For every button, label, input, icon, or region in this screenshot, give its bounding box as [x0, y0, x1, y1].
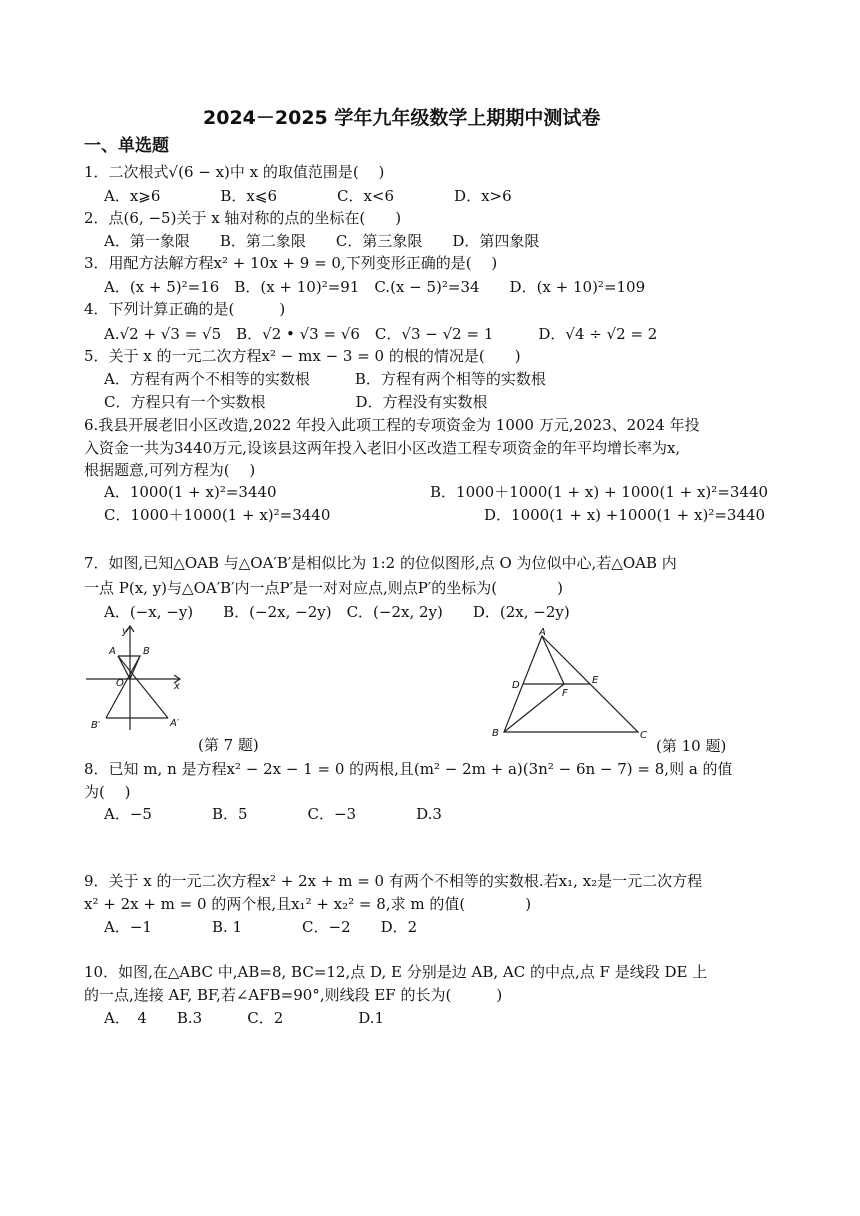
q6-option-c: C．1000＋1000(1 + x)²=3440 [104, 506, 331, 524]
section-heading: 一、单选题 [84, 136, 169, 156]
question-10-line-1: 10．如图,在△ABC 中,AB=8, BC=12,点 D, E 分别是边 AB, AC 的中点,点 F 是线段 DE 上 [84, 963, 708, 981]
fig7-label-o: O [116, 678, 124, 689]
question-7-line-1: 7．如图,已知△OAB 与△OA′B′是相似比为 1:2 的位似图形,点 O 为位似中心,若△OAB 内 [84, 554, 677, 572]
figure-10-diagram [486, 628, 656, 746]
fig10-label-a: A [539, 628, 546, 638]
question-6-line-3: 根据题意,可列方程为( ) [84, 461, 256, 479]
q5-options-cd: C．方程只有一个实数根 D．方程没有实数根 [104, 393, 488, 411]
q3-options: A．(x + 5)²=16 B．(x + 10)²=91 C.(x − 5)²=34 D．(x + 10)²=109 [104, 278, 646, 296]
question-6-line-2: 入资金一共为3440万元,设该县这两年投入老旧小区改造工程专项资金的年平均增长率为x, [84, 439, 681, 457]
fig7-label-a-prime: A′ [170, 718, 180, 729]
question-3: 3．用配方法解方程x² + 10x + 9 = 0,下列变形正确的是( ) [84, 254, 498, 272]
fig7-label-b-prime: B′ [91, 720, 101, 731]
question-6-line-1: 6.我县开展老旧小区改造,2022 年投入此项工程的专项资金为 1000 万元,2023、2024 年投 [84, 416, 700, 434]
question-9-line-2: x² + 2x + m = 0 的两个根,且x₁² + x₂² = 8,求 m 的值( ) [84, 895, 532, 913]
page-title: 2024－2025 学年九年级数学上期期中测试卷 [203, 107, 601, 129]
question-1: 1．二次根式√(6 − x)中 x 的取值范围是( ) [84, 163, 385, 181]
q5-options-ab: A．方程有两个不相等的实数根 B．方程有两个相等的实数根 [104, 370, 546, 388]
fig10-label-b: B [492, 728, 499, 739]
question-8-line-1: 8．已知 m, n 是方程x² − 2x − 1 = 0 的两根,且(m² − 2m + a)(3n² − 6n − 7) = 8,则 a 的值 [84, 760, 733, 778]
q9-options: A．−1 B. 1 C．−2 D．2 [104, 918, 418, 936]
q2-options: A．第一象限 B．第二象限 C．第三象限 D．第四象限 [104, 232, 540, 250]
question-4: 4．下列计算正确的是( ) [84, 300, 286, 318]
q4-options: A.√2 + √3 = √5 B．√2 • √3 = √6 C．√3 − √2 = 1 D．√4 ÷ √2 = 2 [104, 325, 658, 343]
q10-options: A． 4 B.3 C．2 D.1 [104, 1009, 385, 1027]
question-8-line-2: 为( ) [84, 783, 131, 801]
fig10-label-d: D [512, 680, 520, 691]
fig7-label-x: x [174, 681, 180, 692]
fig7-label-a: A [109, 646, 116, 657]
figure-7-diagram [86, 622, 196, 734]
question-2: 2．点(6, −5)关于 x 轴对称的点的坐标在( ) [84, 209, 402, 227]
question-10-line-2: 的一点,连接 AF, BF,若∠AFB=90°,则线段 EF 的长为( ) [84, 986, 503, 1004]
question-9-line-1: 9．关于 x 的一元二次方程x² + 2x + m = 0 有两个不相等的实数根.若x₁, x₂是一元二次方程 [84, 872, 703, 890]
question-5: 5．关于 x 的一元二次方程x² − mx − 3 = 0 的根的情况是( ) [84, 347, 521, 365]
fig7-label-b: B [143, 646, 150, 657]
figure-10-caption: (第 10 题) [656, 737, 727, 755]
fig10-label-c: C [640, 730, 647, 741]
q6-option-b: B．1000＋1000(1 + x) + 1000(1 + x)²=3440 [430, 483, 769, 501]
fig7-label-y: y [122, 626, 128, 637]
q6-option-d: D．1000(1 + x) +1000(1 + x)²=3440 [484, 506, 766, 524]
fig10-label-f: F [562, 688, 568, 699]
q7-options: A．(−x, −y) B．(−2x, −2y) C．(−2x, 2y) D．(2x, −2y) [104, 603, 570, 621]
q8-options: A．−5 B．5 C．−3 D.3 [104, 805, 442, 823]
q6-option-a: A．1000(1 + x)²=3440 [104, 483, 277, 501]
q1-options: A．x⩾6 B．x⩽6 C．x<6 D．x>6 [104, 187, 512, 205]
figure-7-caption: (第 7 题) [198, 736, 259, 754]
fig10-label-e: E [592, 675, 599, 686]
question-7-line-2: 一点 P(x, y)与△OA′B′内一点P′是一对对应点,则点P′的坐标为( ) [84, 579, 564, 597]
